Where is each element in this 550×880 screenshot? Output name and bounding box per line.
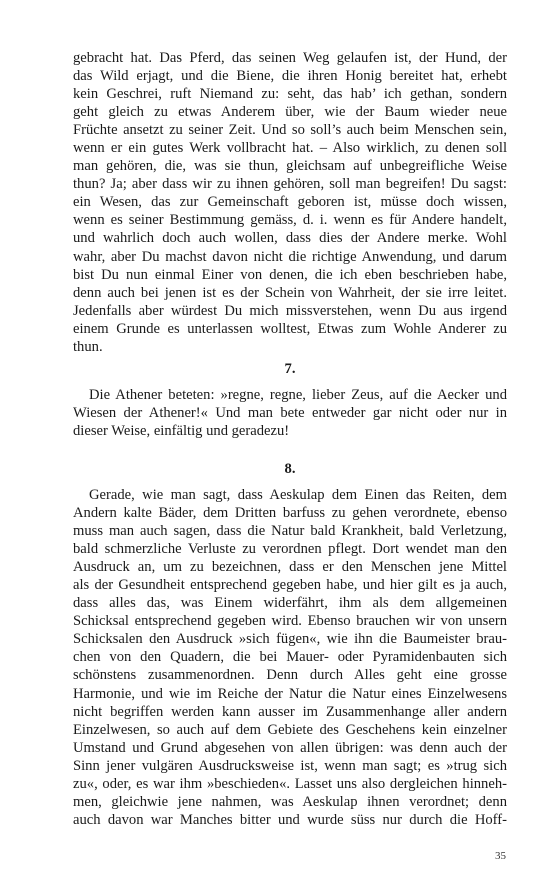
text-line: Die Athener beteten: »regne, regne, lieber Zeus, auf die Aecker und xyxy=(89,387,507,403)
section-heading-8: 8. xyxy=(284,461,296,477)
text-line: muss man auch sagen, dass die Natur bald Krankheit, bald Verletzung, xyxy=(73,523,507,540)
text-line: auch davon war Manches bitter und wurde süss nur durch die Hoff- xyxy=(73,811,507,828)
text-line: Jedenfalls aber würdest Du mich missverstehen, wenn Du aus irgend xyxy=(73,302,507,319)
text-line: wenn er ein gutes Werk vollbracht hat. – Also wirklich, zu denen soll xyxy=(73,140,507,157)
text-line: chen von den Quadern, die bei Mauer- oder Pyramidenbauten sich xyxy=(73,649,507,666)
text-line: geht gleich zu etwas Anderem über, wie der Baum wieder neue xyxy=(73,104,507,121)
text-line: bist Du nun einmal Einer von denen, die ich eben beschrieben habe, xyxy=(73,266,507,283)
text-line: dieser Weise, einfältig und geradezu! xyxy=(73,423,290,440)
paragraph-continued xyxy=(73,49,507,356)
text-line: thun. xyxy=(73,338,103,355)
text-line: Ausdruck an, um zu bezeichnen, dass er den Menschen jene Mittel xyxy=(73,559,507,576)
text-line: Früchte ansetzt zu seiner Zeit. Und so soll’s auch beim Menschen sein, xyxy=(73,122,507,139)
text-line: ein Wesen, das zur Gemeinschaft geboren ist, müsse doch wissen, xyxy=(73,194,507,211)
text-line: Andern kalte Bäder, dem Dritten barfuss zu gehen verordnete, ebenso xyxy=(73,505,507,522)
text-line: Wiesen der Athener!« Und man bete entweder gar nicht oder nur in xyxy=(73,405,507,422)
text-line: wahr, aber Du machst davon nicht die richtige Anwendung, und darum xyxy=(73,248,507,265)
text-line: Sinn jener vulgären Ausdrucksweise ist, wenn man sagt; es »trug sich xyxy=(73,757,507,774)
text-line: Schicksalen den Ausdruck »sich fügen«, wie ihn die Baumeister brau- xyxy=(73,631,507,648)
paragraph-8 xyxy=(73,486,507,829)
text-line: bald schmerzliche Verluste zu verordnen pflegt. Dort wendet man den xyxy=(73,541,507,558)
text-line: schönstens zusammenordnen. Denn durch Alles geht eine grosse xyxy=(73,667,507,684)
text-line: wenn es seiner Bestimmung gemäss, d. i. wenn es für Andere handelt, xyxy=(73,212,507,229)
text-line: einem Grunde es unterlassen wolltest, Etwas zum Wohle Anderer zu xyxy=(73,320,507,337)
text-line: denn auch bei jenen ist es der Schein von Wahrheit, der sie irre leitet. xyxy=(73,284,507,301)
text-line: und wahrlich doch auch wollen, dass dies der Andere merke. Wohl xyxy=(73,230,507,247)
text-line: Gerade, wie man sagt, dass Aeskulap dem Einen das Reiten, dem xyxy=(89,487,507,503)
text-line: Schicksal entsprechend gegeben wird. Ebenso brauchen wir von unsern xyxy=(73,613,507,630)
text-line: das Wild erjagt, und die Biene, die ihren Honig bereitet hat, erhebt xyxy=(73,68,507,85)
text-line: gebracht hat. Das Pferd, das seinen Weg gelaufen ist, der Hund, der xyxy=(73,50,507,66)
text-line: zu«, oder, es war ihm »beschieden«. Lasset uns also dergleichen hinneh- xyxy=(73,775,507,792)
section-heading-7: 7. xyxy=(284,361,296,377)
paragraph-7 xyxy=(73,386,507,440)
text-line: Harmonie, und wie im Reiche der Natur die Natur eines Einzelwesens xyxy=(73,685,507,702)
text-line: Umstand und Grund abgesehen von allen übrigen: was denn auch der xyxy=(73,739,507,756)
page-number: 35 xyxy=(495,850,506,862)
text-line: als der Gesundheit entsprechend gegeben habe, und hier gilt es ja auch, xyxy=(73,577,507,594)
text-line: men, gleichwie jene nahmen, was Aeskulap ihnen verordnet; denn xyxy=(73,793,507,810)
text-line: thun? Ja; aber dass wir zu ihnen gehören, soll man begreifen! Du sagst: xyxy=(73,176,507,193)
text-line: nicht begriffen werden kann ausser im Zusammenhange aller andern xyxy=(73,703,507,720)
text-line: kein Geschrei, ruft Niemand zu: seht, das hab’ ich gethan, sondern xyxy=(73,86,507,103)
text-line: Einzelwesen, so auch auf dem Gebiete des Geschehens kein einzelner xyxy=(73,721,507,738)
text-line: man gehören, die, was sie thun, gleichsam auf unbegreifliche Weise xyxy=(73,158,507,175)
text-line: dass alles das, was Einem widerfährt, ihm als dem allgemeinen xyxy=(73,595,507,612)
